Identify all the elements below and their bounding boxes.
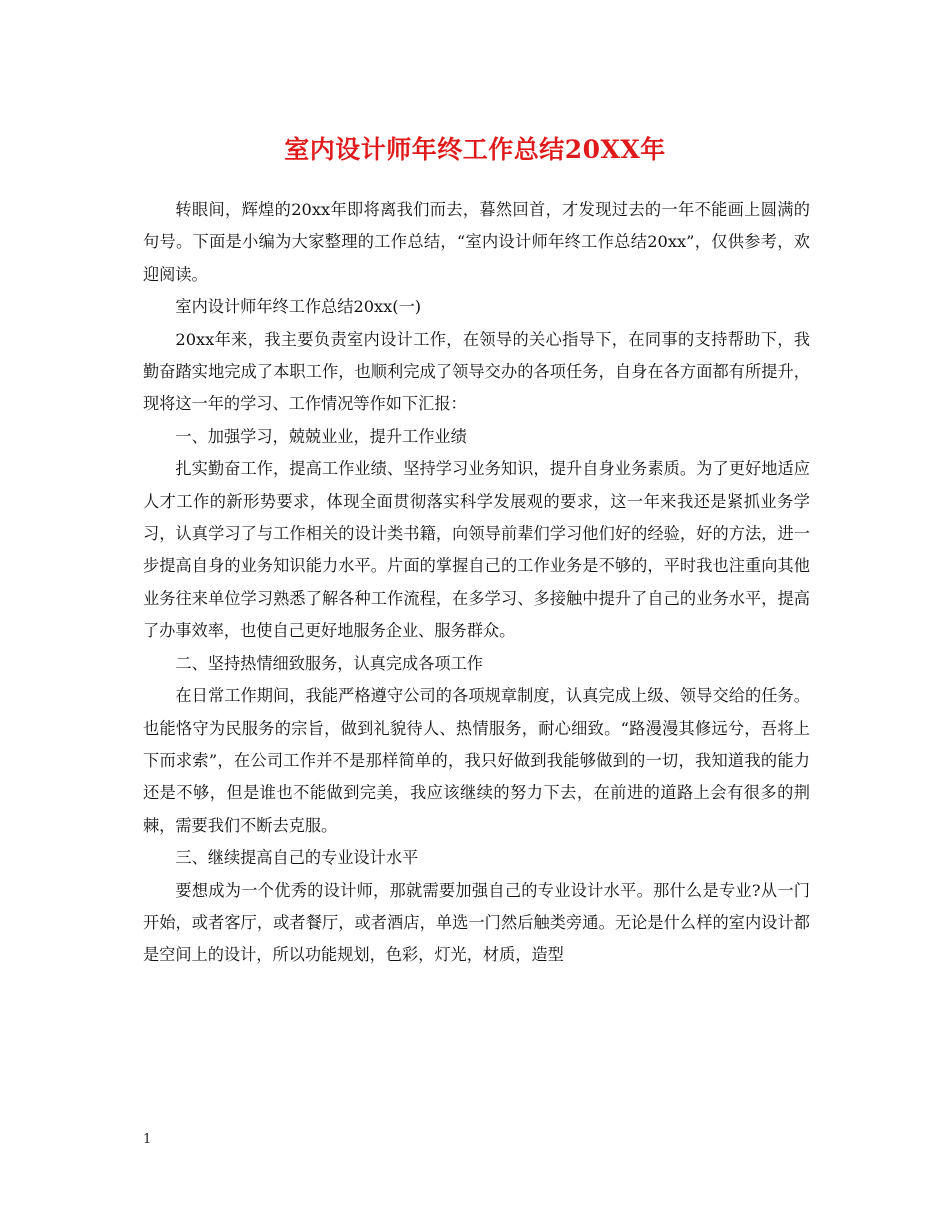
body-paragraph: 扎实勤奋工作，提高工作业绩、坚持学习业务知识，提升自身业务素质。为了更好地适应人才工作的新形势要求，体现全面贯彻落实科学发展观的要求，这一年来我还是紧抓业务学习，认真学习了与工作相关的设计类书籍，向领导前辈们学习他们好的经验，好的方法，进一步提高自身的业务知识能力水平。片面的掌握自己的工作业务是不够的，平时我也注重向其他业务往来单位学习熟悉了解各种工作流程，在多学习、多接触中提升了自己的业务水平，提高了办事效率，也使自己更好地服务企业、服务群众。 <box>143 459 810 641</box>
intro-paragraph: 转眼间，辉煌的20xx年即将离我们而去，暮然回首，才发现过去的一年不能画上圆满的句号。下面是小编为大家整理的工作总结，“室内设计师年终工作总结20xx”，仅供参考，欢迎阅读。 <box>143 200 810 284</box>
section-heading: 二、坚持热情细致服务，认真完成各项工作 <box>175 653 483 673</box>
body-paragraph: 20xx年来，我主要负责室内设计工作，在领导的关心指导下，在同事的支持帮助下，我勤奋踏实地完成了本职工作，也顺利完成了领导交办的各项任务，自身在各方面都有所提升，现将这一年的学习、工作情况等作如下汇报： <box>143 329 810 414</box>
page-number: 1 <box>143 1132 152 1147</box>
section-heading: 室内设计师年终工作总结20xx(一) <box>175 297 422 317</box>
section-heading: 一、加强学习，兢兢业业，提升工作业绩 <box>175 426 467 446</box>
document-body <box>143 194 810 972</box>
section-heading: 三、继续提高自己的专业设计水平 <box>175 848 419 868</box>
document-title: 室内设计师年终工作总结20XX年 <box>284 135 666 164</box>
body-paragraph: 要想成为一个优秀的设计师，那就需要加强自己的专业设计水平。那什么是专业?从一门开始，或者客厅，或者餐厅，或者酒店，单选一门然后触类旁通。无论是什么样的室内设计都是空间上的设计，所以功能规划，色彩，灯光，材质，造型 <box>143 880 810 965</box>
body-paragraph: 在日常工作期间，我能严格遵守公司的各项规章制度，认真完成上级、领导交给的任务。也能恪守为民服务的宗旨，做到礼貌待人、热情服务，耐心细致。“路漫漫其修远兮，吾将上下而求索”，在公司工作并不是那样简单的，我只好做到我能够做到的一切，我知道我的能力还是不够，但是谁也不能做到完美，我应该继续的努力下去，在前进的道路上会有很多的荆棘，需要我们不断去克服。 <box>143 686 810 835</box>
